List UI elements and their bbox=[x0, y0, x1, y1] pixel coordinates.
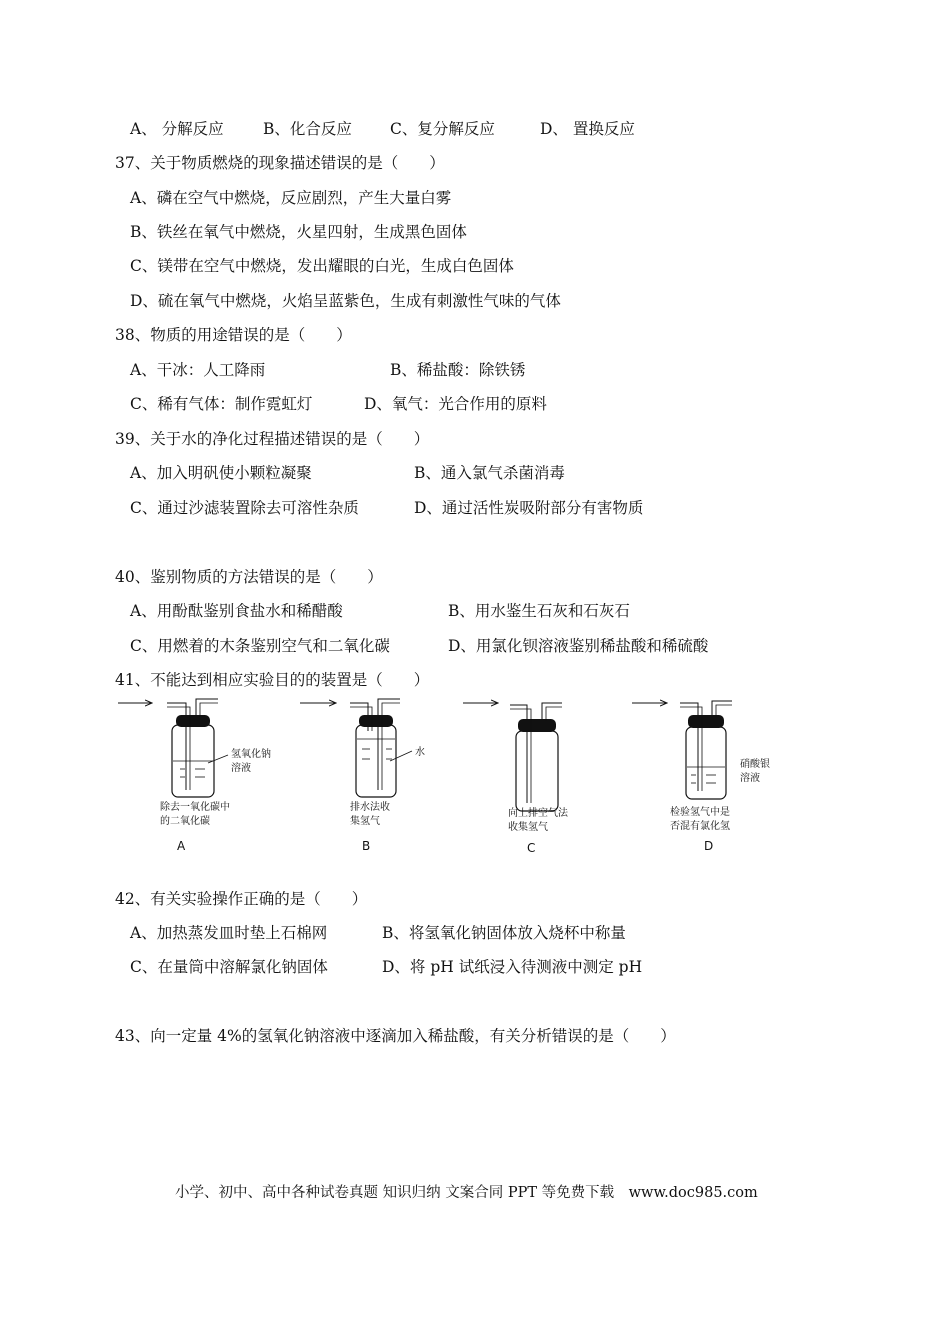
q40-option-a: A、用酚酞鉴别食盐水和稀醋酸 bbox=[130, 602, 343, 620]
q42-stem: 42、有关实验操作正确的是（ ） bbox=[115, 890, 368, 908]
device-a-side-label-2: 溶液 bbox=[231, 763, 251, 774]
device-d-letter: D bbox=[704, 839, 714, 853]
page-footer: 小学、初中、高中各种试卷真题 知识归纳 文案合同 PPT 等免费下载 www.doc985.com bbox=[175, 1185, 758, 1201]
q39-option-c: C、通过沙滤装置除去可溶性杂质 bbox=[130, 499, 359, 517]
q42-option-c: C、在量筒中溶解氯化钠固体 bbox=[130, 958, 328, 976]
bottle-d bbox=[686, 727, 726, 799]
device-a-side-label-1: 氢氧化钠 bbox=[231, 749, 271, 760]
device-d bbox=[632, 701, 770, 853]
q37-option-a: A、磷在空气中燃烧，反应剧烈，产生大量白雾 bbox=[130, 189, 452, 207]
q42-option-d: D、将 pH 试纸浸入待测液中测定 pH bbox=[382, 958, 643, 976]
q38-option-c: C、稀有气体：制作霓虹灯 bbox=[130, 395, 313, 413]
device-a-letter: A bbox=[177, 839, 186, 853]
q36-option-c: C、复分解反应 bbox=[390, 120, 495, 138]
q40-stem: 40、鉴别物质的方法错误的是（ ） bbox=[115, 568, 383, 586]
q38-option-a: A、干冰：人工降雨 bbox=[130, 361, 266, 379]
q36-option-d: D、 置换反应 bbox=[540, 120, 635, 138]
device-a bbox=[118, 699, 271, 853]
device-d-side-label-2: 溶液 bbox=[740, 773, 760, 784]
device-c-letter: C bbox=[527, 841, 536, 855]
q39-option-a: A、加入明矾使小颗粒凝聚 bbox=[130, 464, 312, 482]
device-d-caption-1: 检验氢气中是 bbox=[670, 807, 730, 818]
device-c bbox=[463, 703, 569, 855]
q38-stem: 38、物质的用途错误的是（ ） bbox=[115, 326, 352, 344]
device-b-letter: B bbox=[362, 839, 371, 853]
q38-option-d: D、氧气：光合作用的原料 bbox=[364, 395, 547, 413]
q39-option-d: D、通过活性炭吸附部分有害物质 bbox=[414, 499, 644, 517]
q37-stem: 37、关于物质燃烧的现象描述错误的是（ ） bbox=[115, 154, 445, 172]
q38-option-b: B、稀盐酸：除铁锈 bbox=[390, 361, 526, 379]
device-d-side-label-1: 硝酸银 bbox=[740, 759, 770, 770]
q40-option-b: B、用水鉴生石灰和石灰石 bbox=[448, 602, 630, 620]
device-b bbox=[300, 699, 425, 853]
q42-option-b: B、将氢氧化钠固体放入烧杯中称量 bbox=[382, 924, 626, 942]
device-d-caption-2: 否混有氯化氢 bbox=[670, 821, 730, 832]
q37-option-b: B、铁丝在氧气中燃烧，火星四射，生成黑色固体 bbox=[130, 223, 467, 241]
q36-option-a: A、 分解反应 bbox=[130, 120, 224, 138]
stopper-a bbox=[176, 715, 210, 727]
bottle-c bbox=[516, 731, 558, 811]
q36-option-b: B、化合反应 bbox=[263, 120, 352, 138]
q37-option-c: C、镁带在空气中燃烧，发出耀眼的白光，生成白色固体 bbox=[130, 257, 514, 275]
stopper-d bbox=[688, 715, 724, 728]
device-a-caption-1: 除去一氧化碳中 bbox=[160, 802, 230, 813]
device-a-caption-2: 的二氧化碳 bbox=[160, 816, 210, 827]
device-b-side-label-1: 水 bbox=[415, 747, 425, 758]
device-b-caption-2: 集氢气 bbox=[350, 816, 380, 827]
stopper-b bbox=[359, 715, 393, 727]
device-c-caption-2: 收集氢气 bbox=[508, 822, 548, 833]
q40-option-c: C、用燃着的木条鉴别空气和二氧化碳 bbox=[130, 637, 390, 655]
q39-option-b: B、通入氯气杀菌消毒 bbox=[414, 464, 565, 482]
q43-stem: 43、向一定量 4%的氢氧化钠溶液中逐滴加入稀盐酸，有关分析错误的是（ ） bbox=[115, 1027, 676, 1045]
device-b-caption-1: 排水法收 bbox=[350, 802, 390, 813]
q42-option-a: A、加热蒸发皿时垫上石棉网 bbox=[130, 924, 328, 942]
q40-option-d: D、用氯化钡溶液鉴别稀盐酸和稀硫酸 bbox=[448, 637, 709, 655]
stopper-c bbox=[518, 719, 556, 732]
q41-apparatus-figure bbox=[110, 695, 790, 865]
q37-option-d: D、硫在氧气中燃烧，火焰呈蓝紫色，生成有刺激性气味的气体 bbox=[130, 292, 561, 310]
q41-stem: 41、不能达到相应实验目的的装置是（ ） bbox=[115, 671, 430, 689]
device-c-caption-1: 向上排空气法 bbox=[508, 808, 568, 819]
q39-stem: 39、关于水的净化过程描述错误的是（ ） bbox=[115, 430, 430, 448]
